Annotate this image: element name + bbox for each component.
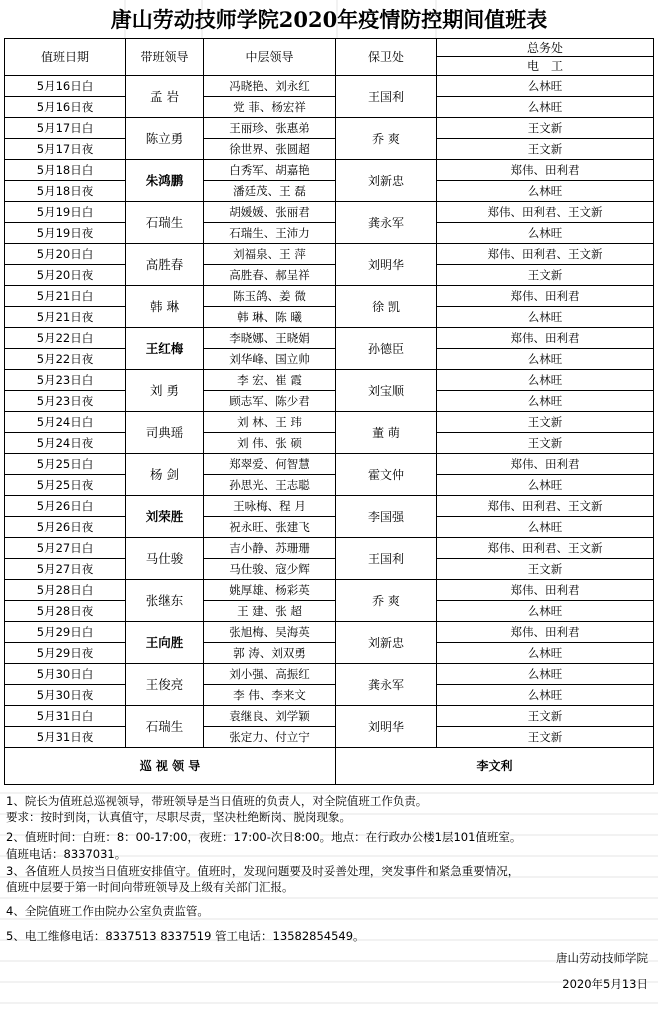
security-cell: 刘明华 — [336, 706, 437, 748]
middle-leader-cell: 韩 琳、陈 曦 — [204, 307, 336, 328]
middle-leader-cell: 郭 涛、刘双勇 — [204, 643, 336, 664]
duty-row-night — [5, 139, 654, 160]
duty-row-day — [5, 706, 654, 727]
date-cell: 5月22日夜 — [5, 349, 126, 370]
header-electrician: 电 工 — [437, 57, 654, 76]
electrician-cell: 么林旺 — [437, 76, 654, 97]
electrician-cell: 么林旺 — [437, 391, 654, 412]
electrician-cell: 王文新 — [437, 412, 654, 433]
middle-leader-cell: 李 伟、李来文 — [204, 685, 336, 706]
date-cell: 5月20日夜 — [5, 265, 126, 286]
security-cell: 龚永军 — [336, 202, 437, 244]
middle-leader-cell: 王丽珍、张惠弟 — [204, 118, 336, 139]
security-cell: 乔 爽 — [336, 118, 437, 160]
date-cell: 5月21日白 — [5, 286, 126, 307]
electrician-cell: 王文新 — [437, 265, 654, 286]
electrician-cell: 么林旺 — [437, 370, 654, 391]
footer-organization: 唐山劳动技师学院 — [556, 951, 648, 965]
electrician-cell: 郑伟、田利君、王文新 — [437, 202, 654, 223]
electrician-cell: 郑伟、田利君 — [437, 286, 654, 307]
date-cell: 5月29日夜 — [5, 643, 126, 664]
middle-leader-cell: 马仕骏、寇少辉 — [204, 559, 336, 580]
date-cell: 5月28日夜 — [5, 601, 126, 622]
date-cell: 5月29日白 — [5, 622, 126, 643]
security-cell: 王国利 — [336, 76, 437, 118]
middle-leader-cell: 姚厚雄、杨彩英 — [204, 580, 336, 601]
electrician-cell: 郑伟、田利君、王文新 — [437, 496, 654, 517]
patrol-label: 巡 视 领 导 — [5, 748, 336, 785]
date-cell: 5月20日白 — [5, 244, 126, 265]
date-cell: 5月24日夜 — [5, 433, 126, 454]
date-cell: 5月18日夜 — [5, 181, 126, 202]
note-line: 4、全院值班工作由院办公室负责监管。 — [6, 904, 209, 918]
electrician-cell: 王文新 — [437, 559, 654, 580]
header-general-affairs: 总务处 — [437, 39, 654, 57]
security-cell: 乔 爽 — [336, 580, 437, 622]
electrician-cell: 么林旺 — [437, 307, 654, 328]
footer-date: 2020年5月13日 — [562, 977, 648, 991]
electrician-cell: 郑伟、田利君 — [437, 580, 654, 601]
security-cell: 董 萌 — [336, 412, 437, 454]
date-cell: 5月26日白 — [5, 496, 126, 517]
duty-row-day — [5, 370, 654, 391]
middle-leader-cell: 刘 林、王 玮 — [204, 412, 336, 433]
duty-row-night — [5, 601, 654, 622]
leader-cell: 杨 剑 — [126, 454, 204, 496]
electrician-cell: 王文新 — [437, 433, 654, 454]
middle-leader-cell: 刘小强、高振红 — [204, 664, 336, 685]
middle-leader-cell: 李晓娜、王晓娟 — [204, 328, 336, 349]
duty-row-night — [5, 307, 654, 328]
note-line: 5、电工维修电话：8337513 8337519 管工电话：13582854549。 — [6, 929, 365, 943]
duty-row-day — [5, 454, 654, 475]
patrol-name: 李文利 — [336, 748, 654, 785]
date-cell: 5月19日白 — [5, 202, 126, 223]
electrician-cell: 么林旺 — [437, 475, 654, 496]
header-leader: 带班领导 — [126, 39, 204, 76]
electrician-cell: 王文新 — [437, 706, 654, 727]
duty-row-day — [5, 286, 654, 307]
duty-row-night — [5, 643, 654, 664]
duty-row-day — [5, 328, 654, 349]
duty-row-night — [5, 517, 654, 538]
electrician-cell: 郑伟、田利君、王文新 — [437, 538, 654, 559]
leader-cell: 朱鸿鹏 — [126, 160, 204, 202]
electrician-cell: 郑伟、田利君 — [437, 328, 654, 349]
note-line: 1、院长为值班总巡视领导，带班领导是当日值班的负责人，对全院值班工作负责。 — [6, 794, 428, 808]
middle-leader-cell: 刘华峰、国立帅 — [204, 349, 336, 370]
date-cell: 5月17日夜 — [5, 139, 126, 160]
security-cell: 刘新忠 — [336, 160, 437, 202]
duty-row-day — [5, 496, 654, 517]
page-title: 唐山劳动技师学院2020年疫情防控期间值班表 — [110, 7, 548, 32]
middle-leader-cell: 石瑞生、王沛力 — [204, 223, 336, 244]
duty-row-day — [5, 664, 654, 685]
leader-cell: 张继东 — [126, 580, 204, 622]
duty-row-night — [5, 475, 654, 496]
duty-row-night — [5, 559, 654, 580]
date-cell: 5月22日白 — [5, 328, 126, 349]
note-line: 要求：按时到岗，认真值守，尽职尽责，坚决杜绝断岗、脱岗现象。 — [6, 810, 351, 824]
electrician-cell: 么林旺 — [437, 517, 654, 538]
date-cell: 5月27日夜 — [5, 559, 126, 580]
duty-schedule-table — [4, 38, 654, 785]
middle-leader-cell: 党 菲、杨宏祥 — [204, 97, 336, 118]
header-security: 保卫处 — [336, 39, 437, 76]
duty-row-day — [5, 160, 654, 181]
date-cell: 5月21日夜 — [5, 307, 126, 328]
middle-leader-cell: 刘 伟、张 硕 — [204, 433, 336, 454]
duty-row-night — [5, 265, 654, 286]
electrician-cell: 郑伟、田利君 — [437, 622, 654, 643]
middle-leader-cell: 张定力、付立宁 — [204, 727, 336, 748]
electrician-cell: 王文新 — [437, 118, 654, 139]
electrician-cell: 么林旺 — [437, 643, 654, 664]
security-cell: 徐 凯 — [336, 286, 437, 328]
header-date: 值班日期 — [5, 39, 126, 76]
electrician-cell: 郑伟、田利君 — [437, 454, 654, 475]
middle-leader-cell: 袁继良、刘学颖 — [204, 706, 336, 727]
leader-cell: 司典瑶 — [126, 412, 204, 454]
security-cell: 刘明华 — [336, 244, 437, 286]
security-cell: 龚永军 — [336, 664, 437, 706]
electrician-cell: 王文新 — [437, 727, 654, 748]
date-cell: 5月25日白 — [5, 454, 126, 475]
electrician-cell: 郑伟、田利君、王文新 — [437, 244, 654, 265]
duty-row-day — [5, 76, 654, 97]
security-cell: 李国强 — [336, 496, 437, 538]
duty-row-day — [5, 622, 654, 643]
duty-row-night — [5, 181, 654, 202]
date-cell: 5月23日白 — [5, 370, 126, 391]
electrician-cell: 么林旺 — [437, 349, 654, 370]
duty-row-night — [5, 433, 654, 454]
leader-cell: 王红梅 — [126, 328, 204, 370]
middle-leader-cell: 胡媛媛、张丽君 — [204, 202, 336, 223]
note-line: 2、值班时间：白班：8：00-17:00，夜班：17:00-次日8:00。地点：在行政办公楼1层101值班室。 — [6, 830, 522, 844]
date-cell: 5月30日夜 — [5, 685, 126, 706]
date-cell: 5月30日白 — [5, 664, 126, 685]
duty-row-night — [5, 685, 654, 706]
electrician-cell: 么林旺 — [437, 601, 654, 622]
duty-row-day — [5, 580, 654, 601]
duty-row-night — [5, 223, 654, 244]
middle-leader-cell: 白秀军、胡嘉艳 — [204, 160, 336, 181]
electrician-cell: 么林旺 — [437, 97, 654, 118]
middle-leader-cell: 潘廷茂、王 磊 — [204, 181, 336, 202]
leader-cell: 刘 勇 — [126, 370, 204, 412]
note-line: 值班中层要于第一时间向带班领导及上级有关部门汇报。 — [6, 880, 294, 894]
duty-row-day — [5, 412, 654, 433]
electrician-cell: 么林旺 — [437, 685, 654, 706]
date-cell: 5月31日夜 — [5, 727, 126, 748]
middle-leader-cell: 高胜春、郝呈祥 — [204, 265, 336, 286]
electrician-cell: 郑伟、田利君 — [437, 160, 654, 181]
date-cell: 5月19日夜 — [5, 223, 126, 244]
leader-cell: 陈立勇 — [126, 118, 204, 160]
date-cell: 5月18日白 — [5, 160, 126, 181]
leader-cell: 王俊亮 — [126, 664, 204, 706]
note-line: 值班电话：8337031。 — [6, 847, 127, 861]
security-cell: 孙德臣 — [336, 328, 437, 370]
middle-leader-cell: 王咏梅、程 月 — [204, 496, 336, 517]
leader-cell: 石瑞生 — [126, 202, 204, 244]
date-cell: 5月16日白 — [5, 76, 126, 97]
duty-row-night — [5, 349, 654, 370]
leader-cell: 孟 岩 — [126, 76, 204, 118]
middle-leader-cell: 刘福泉、王 萍 — [204, 244, 336, 265]
duty-row-day — [5, 244, 654, 265]
middle-leader-cell: 徐世界、张圆超 — [204, 139, 336, 160]
security-cell: 刘宝顺 — [336, 370, 437, 412]
middle-leader-cell: 孙思光、王志聪 — [204, 475, 336, 496]
date-cell: 5月26日夜 — [5, 517, 126, 538]
electrician-cell: 么林旺 — [437, 181, 654, 202]
duty-row-day — [5, 538, 654, 559]
electrician-cell: 么林旺 — [437, 223, 654, 244]
duty-row-night — [5, 727, 654, 748]
middle-leader-cell: 祝永旺、张建飞 — [204, 517, 336, 538]
leader-cell: 石瑞生 — [126, 706, 204, 748]
date-cell: 5月27日白 — [5, 538, 126, 559]
middle-leader-cell: 吉小静、苏珊珊 — [204, 538, 336, 559]
security-cell: 霍文仲 — [336, 454, 437, 496]
leader-cell: 王向胜 — [126, 622, 204, 664]
security-cell: 王国利 — [336, 538, 437, 580]
date-cell: 5月25日夜 — [5, 475, 126, 496]
middle-leader-cell: 冯晓艳、刘永红 — [204, 76, 336, 97]
date-cell: 5月17日白 — [5, 118, 126, 139]
duty-row-night — [5, 97, 654, 118]
middle-leader-cell: 郑翠爱、何智慧 — [204, 454, 336, 475]
middle-leader-cell: 陈玉鸽、姜 微 — [204, 286, 336, 307]
date-cell: 5月31日白 — [5, 706, 126, 727]
leader-cell: 韩 琳 — [126, 286, 204, 328]
middle-leader-cell: 李 宏、崔 霞 — [204, 370, 336, 391]
header-middle: 中层领导 — [204, 39, 336, 76]
leader-cell: 刘荣胜 — [126, 496, 204, 538]
leader-cell: 高胜春 — [126, 244, 204, 286]
electrician-cell: 么林旺 — [437, 664, 654, 685]
duty-row-day — [5, 202, 654, 223]
security-cell: 刘新忠 — [336, 622, 437, 664]
date-cell: 5月23日夜 — [5, 391, 126, 412]
middle-leader-cell: 张旭梅、吴海英 — [204, 622, 336, 643]
date-cell: 5月28日白 — [5, 580, 126, 601]
leader-cell: 马仕骏 — [126, 538, 204, 580]
middle-leader-cell: 王 建、张 超 — [204, 601, 336, 622]
electrician-cell: 王文新 — [437, 139, 654, 160]
middle-leader-cell: 顾志军、陈少君 — [204, 391, 336, 412]
duty-row-day — [5, 118, 654, 139]
duty-row-night — [5, 391, 654, 412]
patrol-row — [5, 748, 654, 785]
date-cell: 5月16日夜 — [5, 97, 126, 118]
note-line: 3、各值班人员按当日值班安排值守。值班时，发现问题要及时妥善处理，突发事件和紧急重要情况， — [6, 864, 520, 878]
date-cell: 5月24日白 — [5, 412, 126, 433]
